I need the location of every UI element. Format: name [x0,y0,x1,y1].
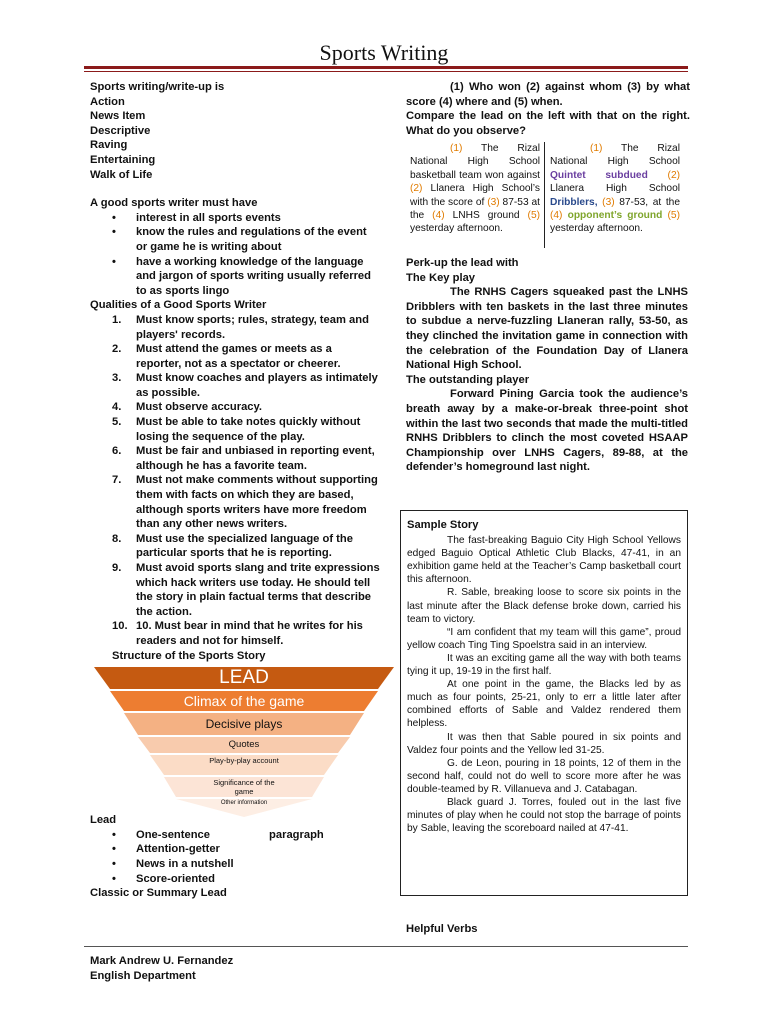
structure-heading: Structure of the Sports Story [112,649,266,662]
list-item: • Score-oriented [112,872,380,887]
list-item: 5. Must be able to take notes quickly without losing the sequence of the play. [112,416,361,443]
classic-lead-heading: Classic or Summary Lead [90,887,227,900]
list-item: • One-sentence paragraph [112,828,380,843]
department: English Department [90,970,196,982]
helpful-verbs-heading: Helpful Verbs [406,923,478,935]
list-item: 10. 10. Must bear in mind that he writes for his readers and not for himself. [112,620,363,647]
pyramid-climax-label: Climax of the game [183,693,305,710]
list-item: • News in a nutshell [112,857,380,872]
pyramid-quotes-label: Quotes [228,739,260,751]
list-item: • Attention-getter [112,842,380,857]
structure-pyramid [94,667,394,817]
sample-paragraph: “I am confident that my team will this game”, proud yellow coach Ting Ting Spoelstra said in an interview. [407,626,681,651]
list-item: 2. Must attend the games or meets as a reporter, not as a spectator or cheerer. [112,343,341,370]
good-writer-list [112,211,380,299]
sample-paragraph: Black guard J. Torres, fouled out in the last five minutes of play when he could not stop the barrage of points by Sable, leaving the scoreboard nailed at 47-41. [407,796,681,835]
title-rule-thick [84,66,688,69]
five-w-intro: (1) Who won (2) against whom (3) by what score (4) where and (5) when. [406,81,690,108]
sample-paragraph: It was then that Sable poured in six points and Valdez four points and the Yellow led 31-25. [407,731,681,756]
lead-heading: Lead [90,814,117,827]
intro-item: Entertaining [90,153,156,166]
enhanced-lead: (1) The Rizal National High School Quintet subdued (2) Llanera High School Dribblers, (3) 87-53, at the (4) opponent’s ground (5) yesterday afternoon. [550,143,680,235]
intro-item: Action [90,95,125,108]
sample-story-box [400,510,688,896]
qualities-heading: Qualities of a Good Sports Writer [90,299,267,312]
comparison-divider [544,142,545,248]
pyramid-playbyplay-label: Play-by-play account [209,756,279,766]
good-writer-heading: A good sports writer must have [90,197,258,210]
list-item: 3. Must know coaches and players as intimately as possible. [112,372,378,399]
keyplay-heading: The Key play [406,271,476,284]
pyramid-decisive-label: Decisive plays [205,717,283,732]
pyramid-significance-label: Significance of the game [213,778,275,797]
list-item: • have a working knowledge of the language and jargon of sports writing usually referred to as sports lingo [112,255,380,299]
perk-heading: Perk-up the lead with [406,257,519,269]
pyramid-other-label: Other information [220,800,268,807]
qualities-list [112,313,380,649]
compare-question: Compare the lead on the left with that on the right. What do you observe? [406,110,690,137]
intro-heading: Sports writing/write-up is [90,81,225,93]
author-name: Mark Andrew U. Fernandez [90,955,234,967]
list-item: 7. Must not make comments without supporting them with facts on which they are based, although sports writers have more freedom than any other news writers. [112,474,378,531]
footer-rule [84,946,688,947]
intro-item: News Item [90,110,146,123]
list-item: 6. Must be fair and unbiased in reporting event, although he has a favorite team. [112,445,375,472]
intro-item: Descriptive [90,124,151,137]
sample-paragraph: At one point in the game, the Blacks led by as much as four points, 25-21, only to err a little later after combined efforts of Sable and Valdez rendered them helpless. [407,679,681,730]
lead-list [112,828,380,886]
list-item: 4. Must observe accuracy. [112,401,263,414]
page-title: Sports Writing [319,40,449,65]
outstanding-heading: The outstanding player [406,373,530,386]
intro-item: Walk of Life [90,168,153,181]
plain-lead: (1) The Rizal National High School basketball team won against (2) Llanera High School’s with the score of (3) 87-53 at the (4) LNHS ground (5) yesterday afternoon. [410,143,540,235]
perk-up-section [406,256,688,475]
sample-paragraph: It was an exciting game all the way with both teams tying it up, 19-19 in the first half. [407,652,681,678]
left-column [90,80,380,901]
footer [90,954,233,984]
keyplay-text: The RNHS Cagers squeaked past the LNHS Dribblers with ten baskets in the last three minutes to subdue a nerve-fuzzling Llaneran rally, 53-50, as they clinched the invitation game in connection with the celebration of the Foundation Day of Llanera National High School. [406,286,688,372]
sample-paragraph: R. Sable, breaking loose to score six points in the last minute after the Black defense broke down, carried his team to victory. [407,587,681,625]
intro-item: Raving [90,139,128,152]
list-item: 1. Must know sports; rules, strategy, team and players' records. [112,313,369,341]
right-column [406,80,690,138]
title-rule-thin [84,71,688,72]
sample-paragraph: The fast-breaking Baguio City High School Yellows edged Baguio Optical Athletic Club Blacks, 47-41, in an exhibition game held at the Teacher’s Camp basketball court this afternoon. [407,535,681,586]
pyramid-lead-label: LEAD [219,667,269,689]
outstanding-text: Forward Pining Garcia took the audience’s breath away by a make-or-break three-point shot within the last two seconds that made the multi-titled RNHS Dribblers to clinch the most coveted HSAAP Championship over LNHS Cagers, 89-88, at the defender’s homeground last night. [406,388,688,474]
list-item: 8. Must use the specialized language of the particular sports that he is reporting. [112,532,353,560]
list-item: • know the rules and regulations of the event or game he is writing about [112,225,380,254]
list-item: 9. Must avoid sports slang and trite expressions which hack writers use today. He should tell the story in plain factual terms that describe the action. [112,562,380,618]
list-item: • interest in all sports events [112,211,380,226]
sample-paragraph: G. de Leon, pouring in 18 points, 12 of them in the second half, could not do well to score more after he was double-teamed by R. Villanueva and J. Catabagan. [407,757,681,795]
sample-heading: Sample Story [407,519,479,531]
